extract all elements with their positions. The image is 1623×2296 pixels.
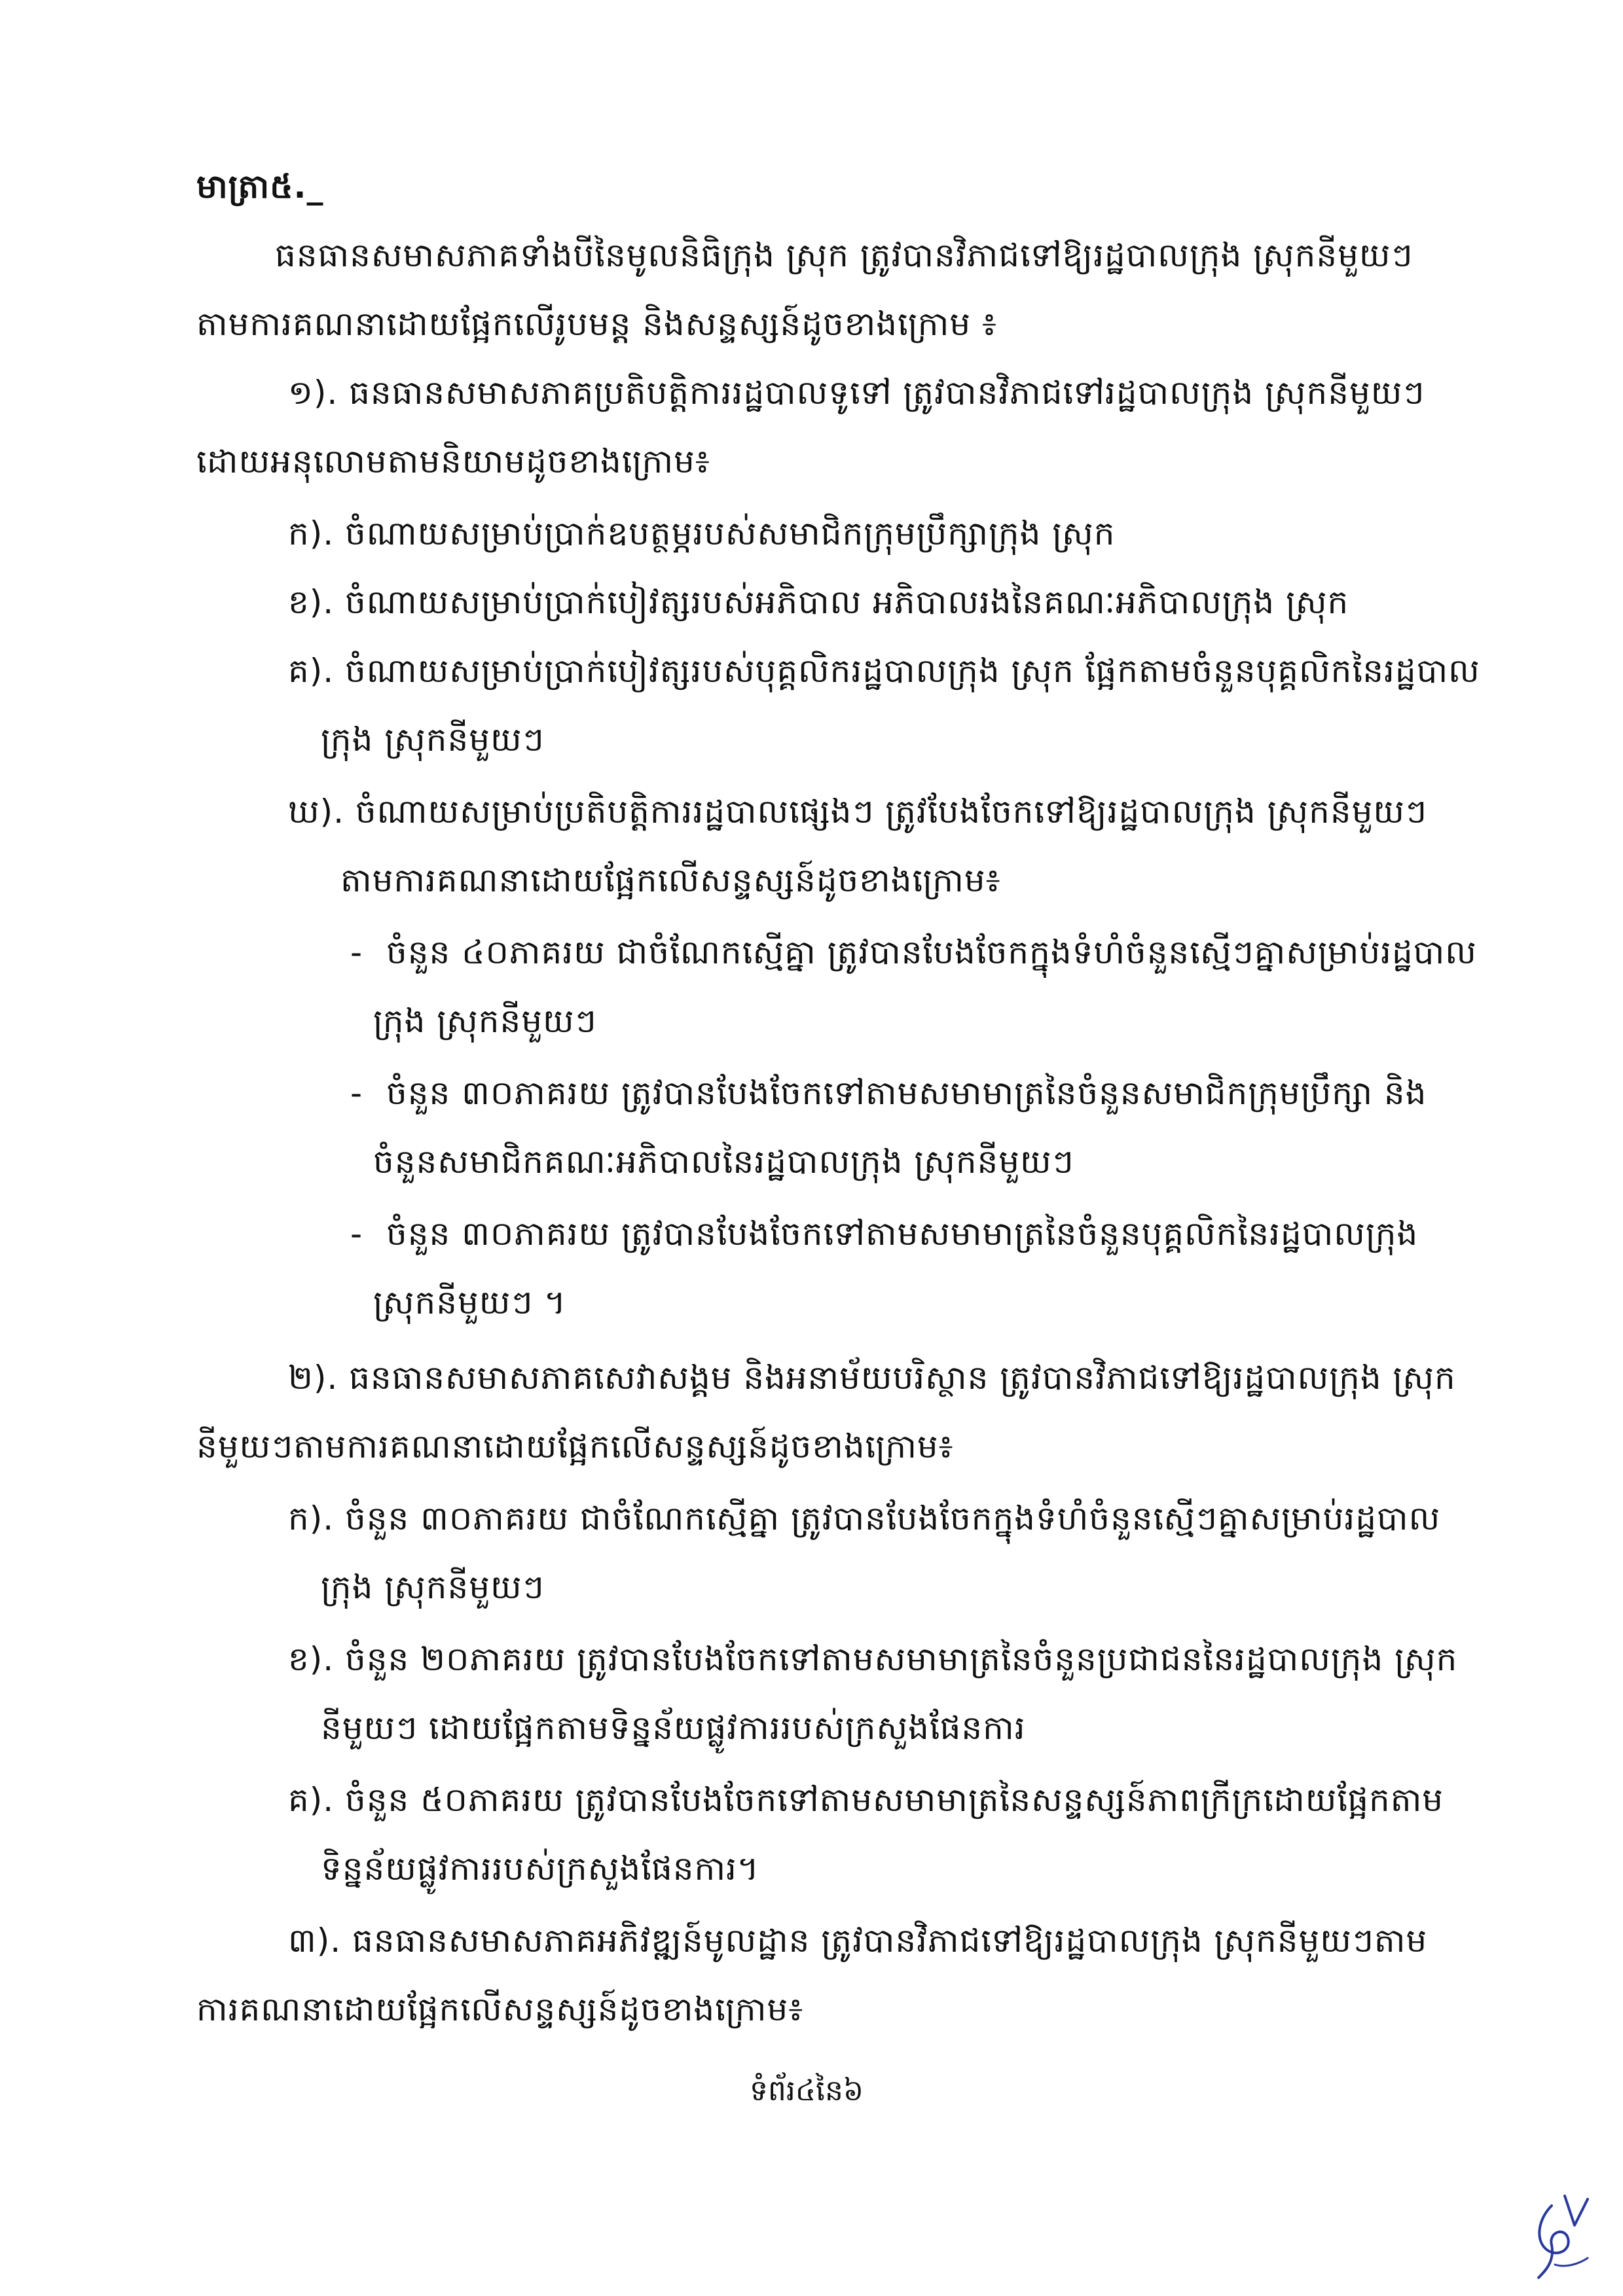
section3-line-1: ៣). ធនធានសមាសភាគអភិវឌ្ឍន៍មូលដ្ឋាន ត្រូវបានវិភាជទៅឱ្យរដ្ឋបាលក្រុង ស្រុកនីមួយៗតាម <box>288 1922 1428 1960</box>
section3-line-2: ការគណនាដោយផ្អែកលើសន្ទស្សន៍ដូចខាងក្រោម៖ <box>196 1990 804 2028</box>
intro-line-2: តាមការគណនាដោយផ្អែកលើរូបមន្ត និងសន្ទស្សន៍ដូចខាងក្រោម ៖ <box>196 305 997 343</box>
signature-initials-icon <box>1525 2186 1597 2284</box>
section2-item-a-line-1: ក). ចំនួន ៣០ភាគរយ ជាចំណែកស្មើគ្នា ត្រូវបានបែងចែកក្នុងទំហំចំនួនស្មើៗគ្នាសម្រាប់រដ្ឋបាល <box>288 1499 1441 1537</box>
section2-item-c-line-1: គ). ចំនួន ៥០ភាគរយ ត្រូវបានបែងចែកទៅតាមសមាមាត្រនៃសន្ទស្សន៍ភាពក្រីក្រដោយផ្អែកតាម <box>288 1781 1444 1819</box>
section2-line-1: ២). ធនធានសមាសភាគសេវាសង្គម និងអនាម័យបរិស្ថាន ត្រូវបានវិភាជទៅឱ្យរដ្ឋបាលក្រុង ស្រុក <box>288 1359 1456 1397</box>
section1-item-a: ក). ចំណាយសម្រាប់ប្រាក់ឧបត្ថម្ភរបស់សមាជិកក្រុមប្រឹក្សាក្រុង ស្រុក <box>288 514 1116 552</box>
section2-line-2: នីមួយៗតាមការគណនាដោយផ្អែកលើសន្ទស្សន៍ដូចខាងក្រោម៖ <box>196 1427 954 1465</box>
section1-item-b: ខ). ចំណាយសម្រាប់ប្រាក់បៀវត្សរបស់អភិបាល អភិបាលរងនៃគណៈអភិបាលក្រុង ស្រុក <box>288 583 1349 621</box>
section1-item-c-line-2: ក្រុង ស្រុកនីមួយៗ <box>321 721 545 759</box>
bullet2-line-1: ចំនួន ៣០ភាគរយ ត្រូវបានបែងចែកទៅតាមសមាមាត្រនៃចំនួនសមាជិកក្រុមប្រឹក្សា និង <box>386 1074 1427 1112</box>
section2-item-b-line-1: ខ). ចំនួន ២០ភាគរយ ត្រូវបានបែងចែកទៅតាមសមាមាត្រនៃចំនួនប្រជាជននៃរដ្ឋបាលក្រុង ស្រុក <box>288 1640 1458 1678</box>
section1-item-d-line-2: តាមការគណនាដោយផ្អែកលើសន្ទស្សន៍ដូចខាងក្រោម៖ <box>340 861 1001 899</box>
bullet-dash: - <box>350 933 363 971</box>
section1-line-2: ដោយអនុលោមតាមនិយាមដូចខាងក្រោម៖ <box>196 442 710 480</box>
bullet2-line-2: ចំនួនសមាជិកគណៈអភិបាលនៃរដ្ឋបាលក្រុង ស្រុកនីមួយៗ <box>373 1143 1074 1181</box>
bullet1-line-1: ចំនួន ៤០ភាគរយ ជាចំណែកស្មើគ្នា ត្រូវបានបែងចែកក្នុងទំហំចំនួនស្មើៗគ្នាសម្រាប់រដ្ឋបាល <box>386 933 1477 971</box>
section1-item-c-line-1: គ). ចំណាយសម្រាប់ប្រាក់បៀវត្សរបស់បុគ្គលិករដ្ឋបាលក្រុង ស្រុក ផ្អែកតាមចំនួនបុគ្គលិកនៃរដ្ឋបាល <box>288 652 1480 690</box>
article-heading: មាត្រា៥._ <box>196 168 324 206</box>
bullet1-line-2: ក្រុង ស្រុកនីមួយៗ <box>373 1002 597 1040</box>
intro-line-1: ធនធានសមាសភាគទាំងបីនៃមូលនិធិក្រុង ស្រុក ត្រូវបានវិភាជទៅឱ្យរដ្ឋបាលក្រុង ស្រុកនីមួយៗ <box>275 236 1413 274</box>
page-number: ទំព័រ៤នៃ៦ <box>750 2074 864 2108</box>
bullet-dash: - <box>350 1074 363 1112</box>
bullet3-line-1: ចំនួន ៣០ភាគរយ ត្រូវបានបែងចែកទៅតាមសមាមាត្រនៃចំនួនបុគ្គលិកនៃរដ្ឋបាលក្រុង <box>386 1215 1419 1253</box>
section1-item-d-line-1: ឃ). ចំណាយសម្រាប់ប្រតិបត្តិការរដ្ឋបាលផ្សេងៗ ត្រូវបែងចែកទៅឱ្យរដ្ឋបាលក្រុង ស្រុកនីមួយៗ <box>288 793 1427 831</box>
section2-item-b-line-2: នីមួយៗ ដោយផ្អែកតាមទិន្នន័យផ្លូវការរបស់ក្រសួងផែនការ <box>321 1709 1026 1747</box>
bullet3-line-2: ស្រុកនីមួយៗ ។ <box>373 1283 567 1321</box>
bullet-dash: - <box>350 1215 363 1253</box>
section2-item-c-line-2: ទិន្នន័យផ្លូវការរបស់ក្រសួងផែនការ។ <box>321 1850 759 1888</box>
section2-item-a-line-2: ក្រុង ស្រុកនីមួយៗ <box>321 1568 545 1606</box>
section1-line-1: ១). ធនធានសមាសភាគប្រតិបត្តិការរដ្ឋបាលទូទៅ ត្រូវបានវិភាជទៅរដ្ឋបាលក្រុង ស្រុកនីមួយៗ <box>288 374 1425 412</box>
